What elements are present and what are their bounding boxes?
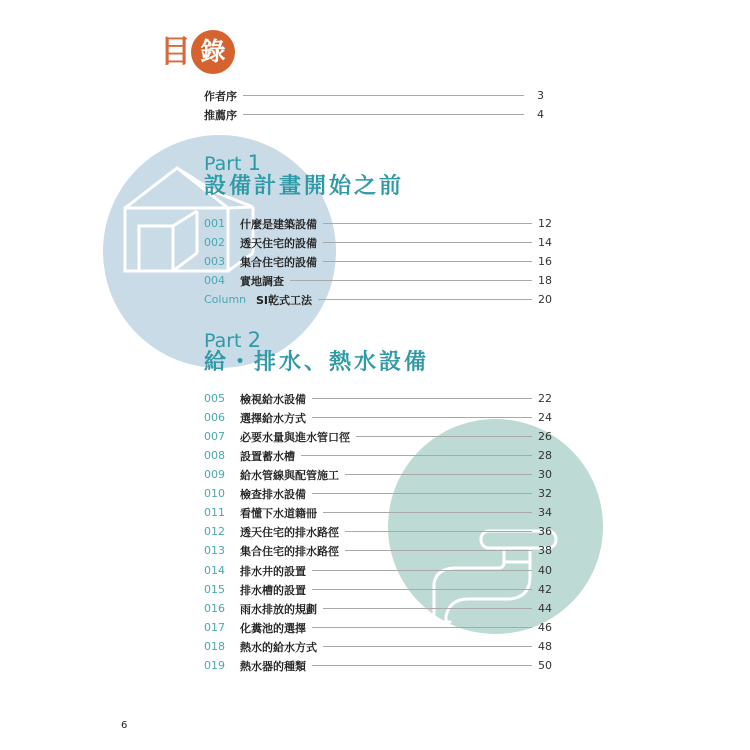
header-lu-badge: 錄 bbox=[191, 30, 235, 74]
part-number: 1 bbox=[247, 151, 261, 175]
toc-row-014[interactable] bbox=[204, 561, 552, 580]
toc-row-005[interactable] bbox=[204, 389, 552, 408]
leader-line bbox=[243, 114, 524, 115]
leader-line bbox=[323, 223, 532, 224]
leader-line bbox=[318, 299, 532, 300]
toc-title: 看懂下水道籍冊 bbox=[240, 506, 317, 520]
toc-page-number: 36 bbox=[538, 525, 552, 538]
toc-row-preface-recommend[interactable] bbox=[204, 105, 544, 124]
toc-item-number: 003 bbox=[204, 255, 225, 268]
leader-line bbox=[312, 627, 532, 628]
toc-row-007[interactable] bbox=[204, 427, 552, 446]
toc-title: 集合住宅的設備 bbox=[240, 255, 317, 269]
toc-item-number: 013 bbox=[204, 544, 225, 557]
leader-line bbox=[312, 589, 532, 590]
leader-line bbox=[345, 550, 532, 551]
toc-row-012[interactable] bbox=[204, 522, 552, 541]
toc-item-number: 016 bbox=[204, 602, 225, 615]
part-word: Part bbox=[204, 153, 242, 175]
toc-page-number: 46 bbox=[538, 621, 552, 634]
toc-page-number: 28 bbox=[538, 449, 552, 462]
leader-line bbox=[356, 436, 532, 437]
toc-item-number: 017 bbox=[204, 621, 225, 634]
toc-row-018[interactable] bbox=[204, 637, 552, 656]
toc-title: 排水槽的設置 bbox=[240, 583, 306, 597]
toc-page-number: 42 bbox=[538, 583, 552, 596]
toc-title: 檢查排水設備 bbox=[240, 487, 306, 501]
toc-title: 排水井的設置 bbox=[240, 564, 306, 578]
toc-page-number: 14 bbox=[538, 236, 552, 249]
toc-title: 熱水器的種類 bbox=[240, 659, 306, 673]
toc-item-number: 005 bbox=[204, 392, 225, 405]
toc-title: 必要水量與進水管口徑 bbox=[240, 430, 350, 444]
toc-title: 化糞池的選擇 bbox=[240, 621, 306, 635]
toc-title: 什麼是建築設備 bbox=[240, 217, 317, 231]
toc-title: 檢視給水設備 bbox=[240, 392, 306, 406]
leader-line bbox=[323, 608, 532, 609]
leader-line bbox=[345, 531, 532, 532]
toc-item-number: 012 bbox=[204, 525, 225, 538]
toc-item-number: 019 bbox=[204, 659, 225, 672]
toc-row-001[interactable] bbox=[204, 214, 552, 233]
toc-title: 推薦序 bbox=[204, 108, 237, 122]
toc-title: 透天住宅的排水路徑 bbox=[240, 525, 339, 539]
toc-page-number: 40 bbox=[538, 564, 552, 577]
toc-title: 熱水的給水方式 bbox=[240, 640, 317, 654]
toc-row-017[interactable] bbox=[204, 618, 552, 637]
toc-item-number: 014 bbox=[204, 564, 225, 577]
toc-row-003[interactable] bbox=[204, 252, 552, 271]
toc-page-number: 38 bbox=[538, 544, 552, 557]
toc-page-number: 12 bbox=[538, 217, 552, 230]
toc-item-number: Column bbox=[204, 293, 247, 306]
toc-row-006[interactable] bbox=[204, 408, 552, 427]
toc-page-number: 3 bbox=[537, 89, 544, 102]
header-mu: 目 bbox=[160, 34, 191, 70]
toc-row-011[interactable] bbox=[204, 503, 552, 522]
toc-page-number: 26 bbox=[538, 430, 552, 443]
toc-page-number: 20 bbox=[538, 293, 552, 306]
toc-page-number: 30 bbox=[538, 468, 552, 481]
toc-title: 實地調查 bbox=[240, 274, 284, 288]
toc-item-number: 015 bbox=[204, 583, 225, 596]
leader-line bbox=[323, 646, 532, 647]
leader-line bbox=[323, 261, 532, 262]
toc-page-number: 50 bbox=[538, 659, 552, 672]
toc-page-number: 48 bbox=[538, 640, 552, 653]
toc-title: 透天住宅的設備 bbox=[240, 236, 317, 250]
toc-page-number: 16 bbox=[538, 255, 552, 268]
toc-page-number: 24 bbox=[538, 411, 552, 424]
toc-row-008[interactable] bbox=[204, 446, 552, 465]
part-number: 2 bbox=[247, 328, 261, 352]
toc-title: 設置蓄水槽 bbox=[240, 449, 295, 463]
leader-line bbox=[345, 474, 532, 475]
leader-line bbox=[312, 570, 532, 571]
toc-row-019[interactable] bbox=[204, 656, 552, 675]
toc-page-number: 4 bbox=[537, 108, 544, 121]
toc-page-number: 32 bbox=[538, 487, 552, 500]
leader-line bbox=[312, 665, 532, 666]
toc-row-column[interactable] bbox=[204, 290, 552, 309]
toc-title: 作者序 bbox=[204, 89, 237, 103]
leader-line bbox=[323, 242, 532, 243]
leader-line bbox=[323, 512, 532, 513]
leader-line bbox=[301, 455, 532, 456]
toc-item-number: 002 bbox=[204, 236, 225, 249]
toc-title: 給水管線與配管施工 bbox=[240, 468, 339, 482]
folio-page-number: 6 bbox=[121, 720, 128, 731]
leader-line bbox=[290, 280, 532, 281]
toc-row-013[interactable] bbox=[204, 541, 552, 560]
toc-item-number: 007 bbox=[204, 430, 225, 443]
toc-item-number: 004 bbox=[204, 274, 225, 287]
toc-title: 選擇給水方式 bbox=[240, 411, 306, 425]
toc-item-number: 008 bbox=[204, 449, 225, 462]
toc-row-016[interactable] bbox=[204, 599, 552, 618]
toc-row-015[interactable] bbox=[204, 580, 552, 599]
toc-row-010[interactable] bbox=[204, 484, 552, 503]
toc-item-number: 009 bbox=[204, 468, 225, 481]
toc-row-002[interactable] bbox=[204, 233, 552, 252]
toc-item-number: 006 bbox=[204, 411, 225, 424]
toc-item-number: 018 bbox=[204, 640, 225, 653]
toc-item-number: 010 bbox=[204, 487, 225, 500]
toc-row-009[interactable] bbox=[204, 465, 552, 484]
toc-title: 集合住宅的排水路徑 bbox=[240, 544, 339, 558]
leader-line bbox=[312, 398, 532, 399]
part-word: Part bbox=[204, 330, 242, 352]
toc-page-number: 18 bbox=[538, 274, 552, 287]
toc-page-number: 34 bbox=[538, 506, 552, 519]
toc-row-preface-author[interactable] bbox=[204, 86, 544, 105]
toc-item-number: 001 bbox=[204, 217, 225, 230]
leader-line bbox=[312, 417, 532, 418]
toc-item-number: 011 bbox=[204, 506, 225, 519]
leader-line bbox=[243, 95, 524, 96]
part-1-label bbox=[204, 152, 261, 175]
part-1-title: 設備計畫開始之前 bbox=[204, 174, 405, 199]
toc-page-number: 22 bbox=[538, 392, 552, 405]
part-2-title: 給・排水、熱水設備 bbox=[204, 350, 430, 375]
toc-row-004[interactable] bbox=[204, 271, 552, 290]
toc-title: 雨水排放的規劃 bbox=[240, 602, 317, 616]
leader-line bbox=[312, 493, 532, 494]
toc-page-number: 44 bbox=[538, 602, 552, 615]
toc-title: SI乾式工法 bbox=[256, 293, 313, 307]
